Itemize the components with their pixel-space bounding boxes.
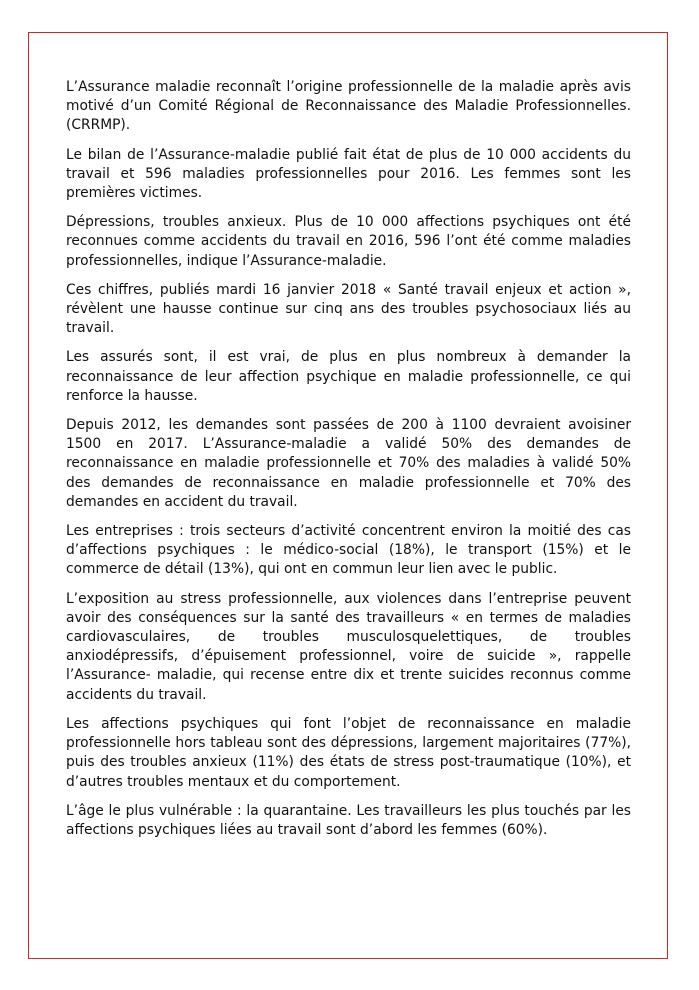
paragraph-bilan: Le bilan de l’Assurance-maladie publié fait état de plus de 10 000 accidents du travail et 596 maladies professionnelles pour 2016. Les femmes sont les premières victimes. (66, 146, 631, 202)
paragraph-depressions: Dépressions, troubles anxieux. Plus de 10 000 affections psychiques ont été reconnues comme accidents du travail en 2016, 596 l’ont été comme maladies professionnelles, indique l’Assurance-maladie. (66, 214, 631, 269)
paragraph-crrmp: L’Assurance maladie reconnaît l’origine professionnelle de la maladie après avis motivé d’un Comité Régional de Reconnaissance des Maladie Professionnelles. (CRRMP). (66, 79, 631, 134)
paragraph-age: L’âge le plus vulnérable : la quarantaine. Les travailleurs les plus touchés par les affections psychiques liées au travail sont d’abord les femmes (60%). (66, 802, 631, 838)
paragraph-exposition: L’exposition au stress professionnelle, aux violences dans l’entreprise peuvent avoir des conséquences sur la santé des travailleurs « en termes de maladies cardiovasculaires, de troubles musculosquelettiques, de troubles anxiodépressifs, d’épuisement professionnel, voire de suicide », rappelle l’Assurance- maladie, qui recense entre dix et trente suicides reconnus comme accidents du travail. (66, 590, 631, 703)
document-body (66, 78, 631, 850)
paragraph-affections: Les affections psychiques qui font l’objet de reconnaissance en maladie professionnelle hors tableau sont des dépressions, largement majoritaires (77%), puis des troubles anxieux (11%) des états de stress post-traumatique (10%), et d’autres troubles mentaux et du comportement. (66, 715, 631, 790)
paragraph-entreprises: Les entreprises : trois secteurs d’activité concentrent environ la moitié des cas d’affections psychiques : le médico-social (18%), le transport (15%) et le commerce de détail (13%), qui ont en commun leur lien avec le public. (66, 523, 631, 578)
paragraph-depuis-2012: Depuis 2012, les demandes sont passées de 200 à 1100 devraient avoisiner 1500 en 2017. L’Assurance-maladie a validé 50% des demandes de reconnaissance en maladie professionnelle et 70% des maladies à validé 50% des demandes de reconnaissance en maladie professionnelle et 70% des demandes en accident du travail. (66, 417, 631, 510)
paragraph-assures: Les assurés sont, il est vrai, de plus en plus nombreux à demander la reconnaissance de leur affection psychique en maladie professionnelle, ce qui renforce la hausse. (66, 349, 631, 404)
paragraph-chiffres: Ces chiffres, publiés mardi 16 janvier 2018 « Santé travail enjeux et action », révèlent une hausse continue sur cinq ans des troubles psychosociaux liés au travail. (66, 281, 631, 337)
